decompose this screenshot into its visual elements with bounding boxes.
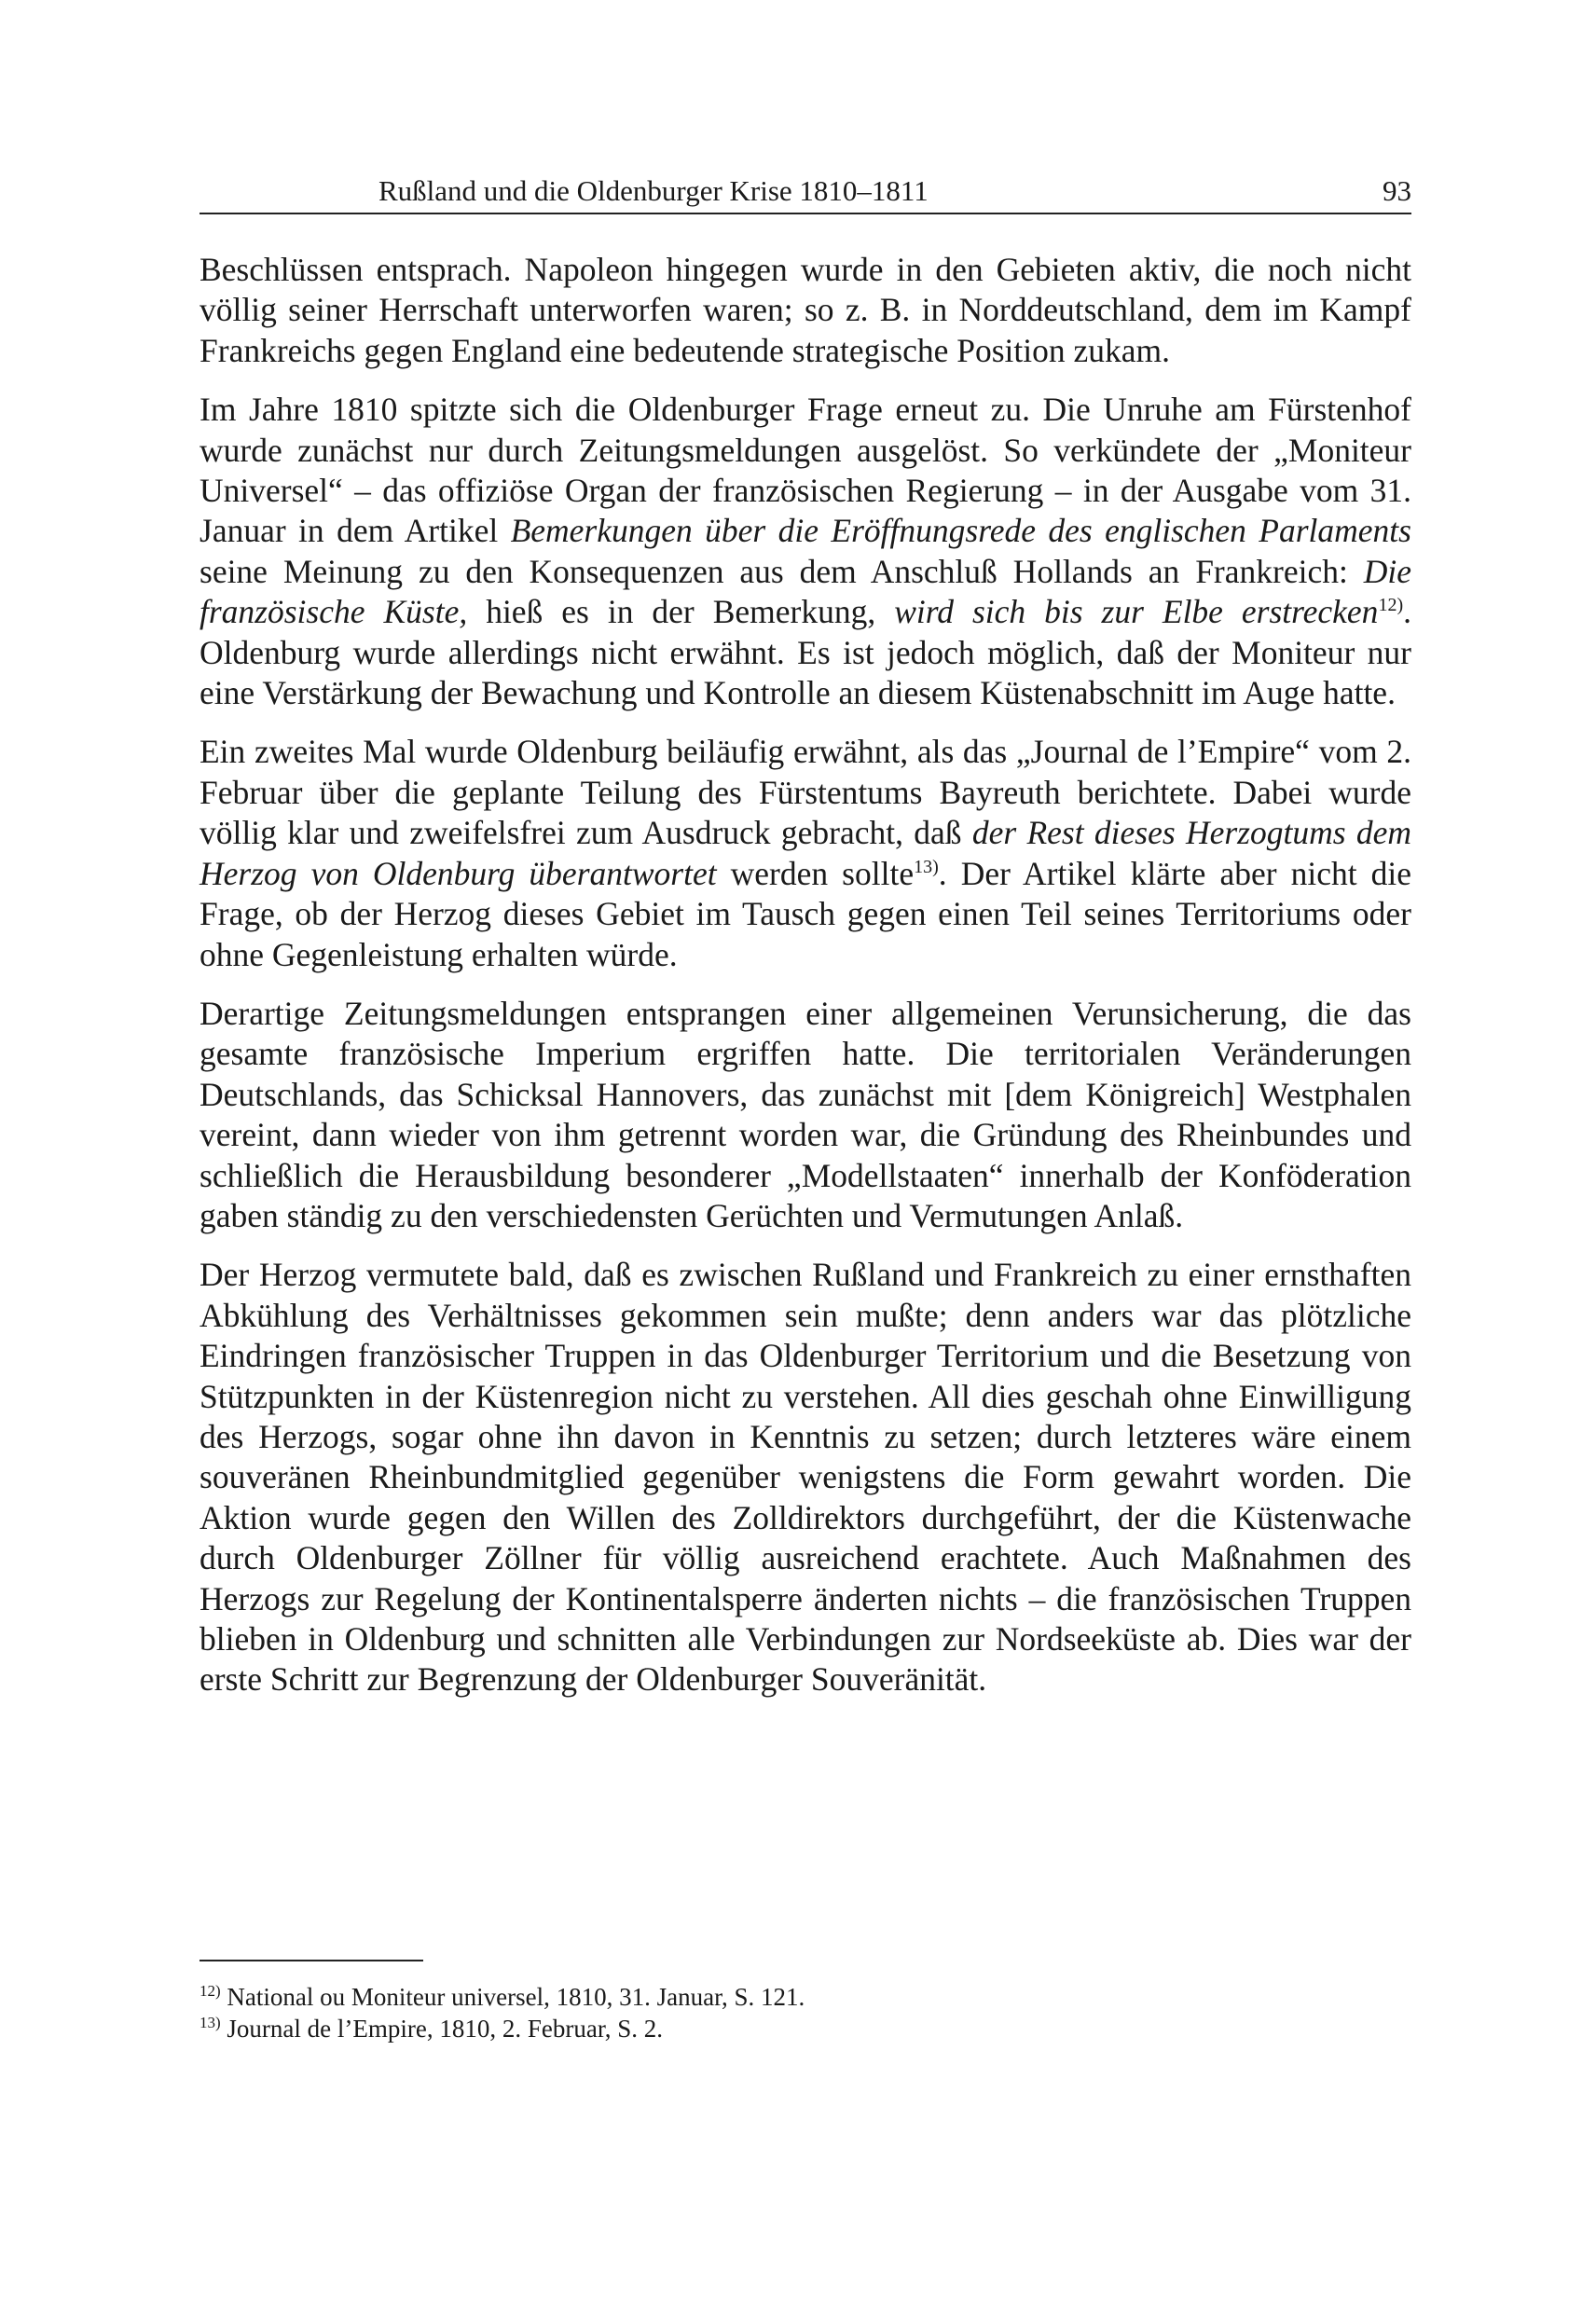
footnote-12 (200, 1981, 1411, 2013)
chapter-title: Rußland und die Oldenburger Krise 1810–1811 (378, 174, 929, 207)
footnote-divider (200, 1960, 423, 1961)
text-run: hieß es in der Bemerkung, (467, 593, 895, 631)
italic-quote: Die französische Küste, (200, 552, 1411, 631)
paragraph-4: Derartige Zeitungsmeldungen entsprangen einer allgemeinen Verunsicherung, die das gesamte französische Imperium ergriffen hatte. Die territorialen Veränderungen Deutschlands, das Schicksal Hannovers, das zunächst mit [dem Königreich] Westphalen vereint, dann wieder von ihm getrennt worden war, die Gründung des Rheinbundes und schließlich die Herausbildung besonderer „Modellstaaten“ innerhalb der Konföderation gaben ständig zu den verschiedensten Gerüchten und Vermutungen Anlaß. (200, 994, 1411, 1234)
text-run: . Oldenburg wurde allerdings nicht erwähnt. Es ist jedoch möglich, daß der Moniteur nur eine Verstärkung der Bewachung und Kontrolle an diesem Küstenabschnitt im Auge hatte. (200, 593, 1411, 712)
text-run: Im Jahre 1810 spitzte sich die Oldenburger Frage erneut zu. Die Unruhe am Fürstenhof wurde zunächst nur durch Zeitungsmeldungen ausgelöst. So verkündete der „Moniteur Universel“ – das offiziöse Organ der französischen Regierung – in der Ausgabe vom 31. Januar in dem Artikel (200, 391, 1411, 550)
footnote-text: National ou Moniteur universel, 1810, 31. Januar, S. 121. (220, 1983, 805, 2011)
text-run: werden sollte (716, 854, 915, 892)
running-head (200, 170, 1411, 214)
italic-quote: der Rest dieses Herzogtums dem Herzog von Oldenburg überantwortet (200, 814, 1411, 892)
page-number: 93 (1383, 174, 1411, 207)
footnote-mark: 13) (200, 2014, 221, 2031)
footnote-ref-13[interactable]: 13) (914, 856, 939, 877)
footnote-13 (200, 2013, 1411, 2044)
footnote-mark: 12) (200, 1982, 221, 2000)
paragraph-1: Beschlüssen entsprach. Napoleon hingegen wurde in den Gebieten aktiv, die noch nicht völlig seiner Herrschaft unterworfen waren; so z. B. in Norddeutschland, dem im Kampf Frankreichs gegen England eine bedeutende strategische Position zukam. (200, 251, 1411, 369)
text-run: seine Meinung zu den Konsequenzen aus dem Anschluß Hollands an Frankreich: (200, 552, 1364, 590)
paragraph-3 (200, 732, 1411, 974)
footnote-text: Journal de l’Empire, 1810, 2. Februar, S. 2. (220, 2015, 664, 2043)
paragraph-2 (200, 390, 1411, 713)
text-run: Ein zweites Mal wurde Oldenburg beiläufig erwähnt, als das „Journal de l’Empire“ vom 2. Februar über die geplante Teilung des Fürstentums Bayreuth berichtete. Dabei wurde völlig klar und zweifelsfrei zum Ausdruck gebracht, daß (200, 733, 1411, 852)
text-run: . Der Artikel klärte aber nicht die Frage, ob der Herzog dieses Gebiet im Tausch gegen einen Teil seines Territoriums oder ohne Gegenleistung erhalten würde. (200, 854, 1411, 973)
body-text (200, 250, 1411, 1719)
footnote-ref-12[interactable]: 12) (1378, 595, 1404, 616)
paragraph-5: Der Herzog vermutete bald, daß es zwischen Rußland und Frankreich zu einer ernsthaften Abkühlung des Verhältnisses gekommen sein mußte; denn anders war das plötzliche Eindringen französischer Truppen in das Oldenburger Territorium und die Besetzung von Stützpunkten in der Küstenregion nicht zu verstehen. All dies geschah ohne Einwilligung des Herzogs, sogar ohne ihn davon in Kenntnis zu setzen; durch letzteres wäre einem souveränen Rheinbundmitglied gegenüber wenigstens die Form gewahrt worden. Die Aktion wurde gegen den Willen des Zolldirektors durchgeführt, der die Küstenwache durch Oldenburger Zöllner für völlig ausreichend erachtete. Auch Maßnahmen des Herzogs zur Regelung der Kontinentalsperre änderten nichts – die französischen Truppen blieben in Oldenburg und schnitten alle Verbindungen zur Nordseeküste ab. Dies war der erste Schritt zur Begrenzung der Oldenburger Souveränität. (200, 1256, 1411, 1699)
italic-quote: wird sich bis zur Elbe erstrecken (894, 593, 1379, 631)
footnotes (200, 1981, 1411, 2044)
italic-title: Bemerkungen über die Eröffnungsrede des englischen Parlaments (510, 512, 1411, 550)
